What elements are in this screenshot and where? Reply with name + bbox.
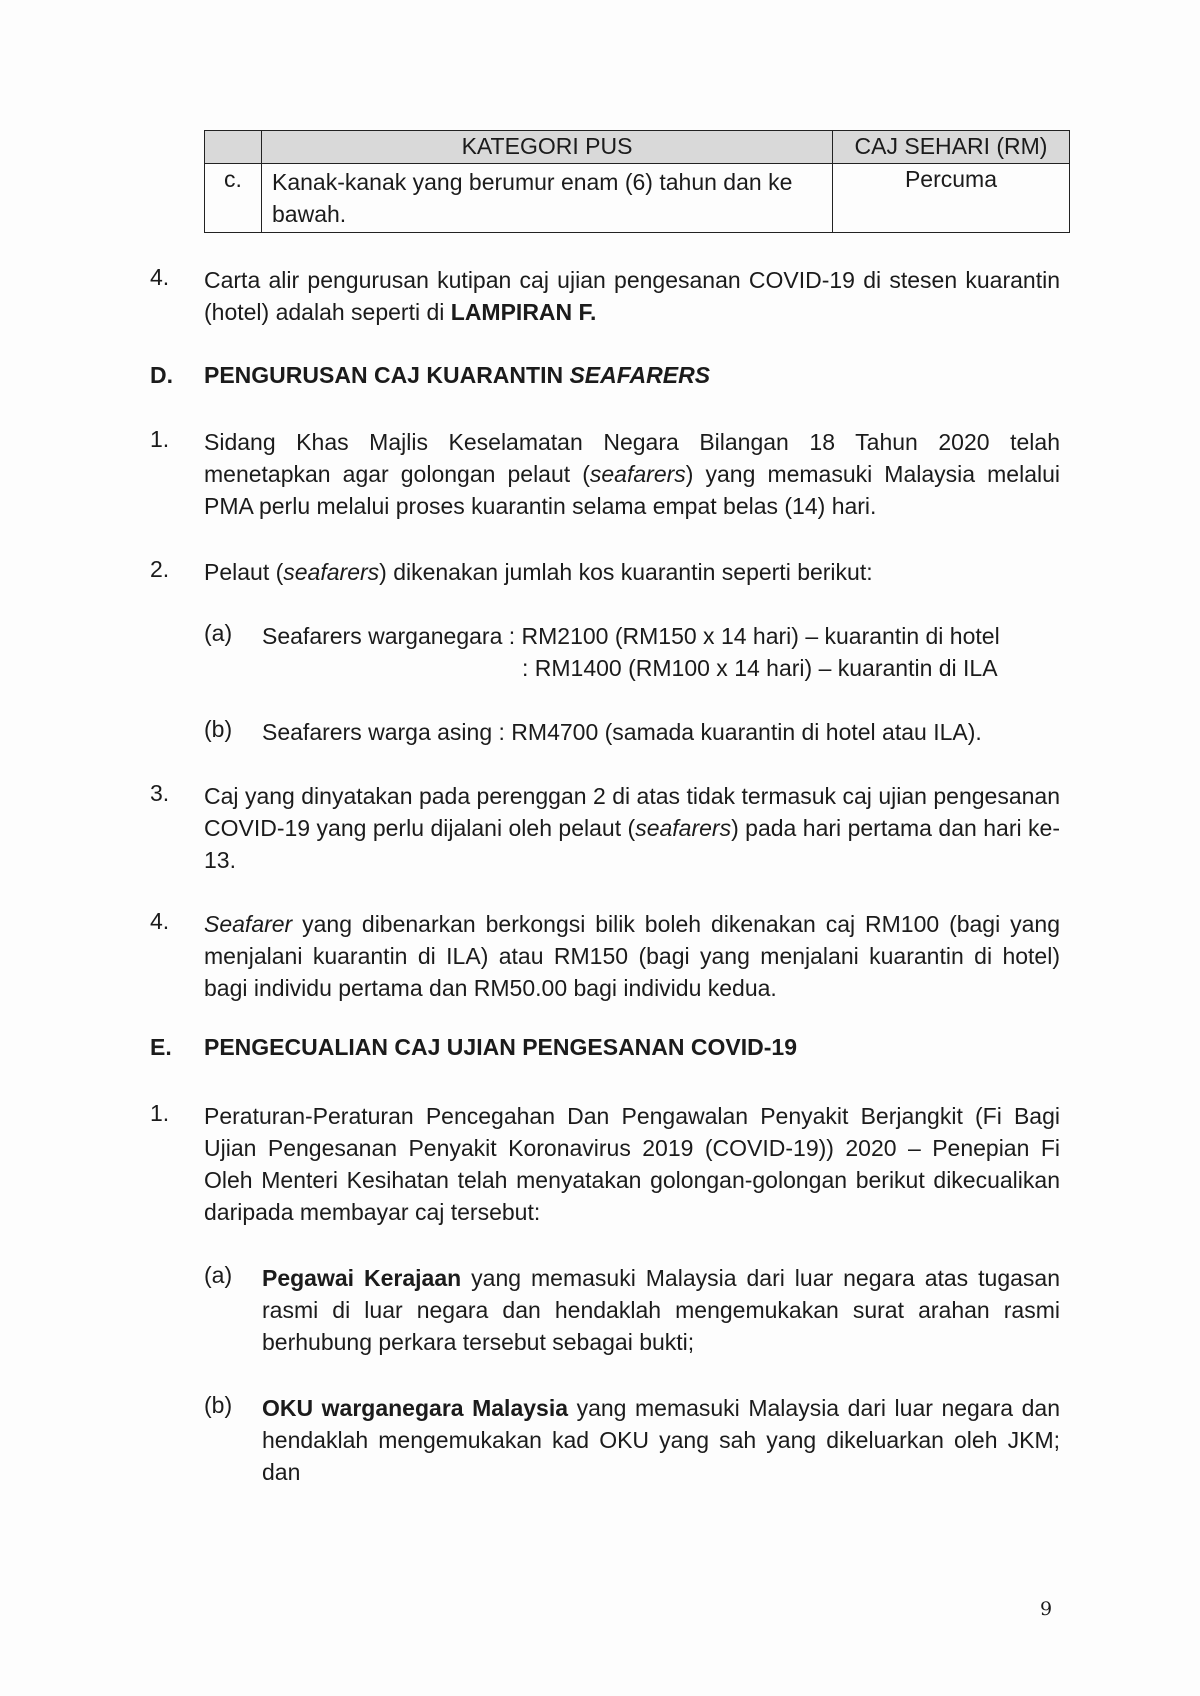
- table-header-fee: CAJ SEHARI (RM): [833, 131, 1070, 164]
- paragraph-text: Caj yang dinyatakan pada perenggan 2 di atas tidak termasuk caj ujian pengesanan COVID-19 yang perlu dijalani oleh pelaut (: [204, 783, 1060, 841]
- sub-item-d2a-line2: : RM1400 (RM100 x 14 hari) – kuarantin di ILA: [522, 655, 998, 681]
- annex-reference: LAMPIRAN F.: [450, 299, 597, 325]
- table-header-index: [205, 131, 262, 164]
- paragraph-em: seafarers: [283, 559, 380, 585]
- paragraph-text: ) dikenakan jumlah kos kuarantin seperti berikut:: [379, 559, 873, 585]
- section-d-heading: [204, 362, 710, 389]
- paragraph-c4: [204, 264, 1060, 328]
- sub-item-e1a: [262, 1262, 1060, 1358]
- paragraph-number: 3.: [150, 780, 170, 806]
- sub-item-bold: OKU warganegara Malaysia: [262, 1395, 569, 1421]
- paragraph-text: Sidang Khas Majlis Keselamatan Negara Bilangan 18 Tahun 2020 telah menetapkan agar golongan pelaut (: [204, 429, 1060, 487]
- table-cell-category: Kanak-kanak yang berumur enam (6) tahun dan ke bawah.: [262, 164, 833, 233]
- paragraph-number: 2.: [150, 556, 170, 582]
- paragraph-e1: Peraturan-Peraturan Pencegahan Dan Pengawalan Penyakit Berjangkit (Fi Bagi Ujian Pengesanan Penyakit Koronavirus 2019 (COVID-19)) 2020 – Penepian Fi Oleh Menteri Kesihatan telah menyatakan golongan-golongan berikut dikecualikan daripada membayar caj tersebut:: [204, 1103, 1060, 1225]
- paragraph-d3: [204, 780, 1060, 876]
- category-fee-table: [204, 130, 1070, 233]
- table-row: [205, 164, 1070, 233]
- page-number: 9: [1040, 1598, 1053, 1620]
- paragraph-text: Carta alir pengurusan kutipan caj ujian pengesanan COVID-19 di stesen kuarantin (hotel) adalah seperti di: [204, 267, 1060, 325]
- paragraph-text: ) yang memasuki Malaysia melalui PMA perlu melalui proses kuarantin selama empat belas (14) hari.: [204, 461, 1060, 519]
- table-cell-fee: Percuma: [833, 164, 1070, 233]
- paragraph-number: 4.: [150, 264, 170, 290]
- sub-item-e1b: [262, 1392, 1060, 1488]
- sub-item-text: yang memasuki Malaysia dari luar negara atas tugasan rasmi di luar negara dan hendaklah mengemukakan surat arahan rasmi berhubung perkara tersebut sebagai bukti;: [262, 1265, 1060, 1355]
- table-cell-index: c.: [205, 164, 262, 233]
- paragraph-d4: [204, 908, 1060, 1004]
- section-title: PENGURUSAN CAJ KUARANTIN: [204, 362, 570, 388]
- table-header-category: KATEGORI PUS: [262, 131, 833, 164]
- sub-item-label: (b): [204, 1392, 233, 1418]
- paragraph-number: 1.: [150, 426, 170, 452]
- paragraph-d1: [204, 426, 1060, 522]
- sub-item-text: yang memasuki Malaysia dari luar negara dan hendaklah mengemukakan kad OKU yang sah yang dikeluarkan oleh JKM; dan: [262, 1395, 1061, 1485]
- section-letter: D.: [150, 362, 173, 388]
- paragraph-text: Pelaut (: [204, 559, 284, 585]
- paragraph-em: seafarers: [589, 461, 686, 487]
- sub-item-d2a-line1: Seafarers warganegara : RM2100 (RM150 x 14 hari) – kuarantin di hotel: [262, 623, 1000, 649]
- paragraph-text: yang dibenarkan berkongsi bilik boleh dikenakan caj RM100 (bagi yang menjalani kuarantin di ILA) atau RM150 (bagi yang menjalani kuarantin di hotel) bagi individu pertama dan RM50.00 bagi individu kedua.: [204, 911, 1060, 1001]
- section-e-heading: PENGECUALIAN CAJ UJIAN PENGESANAN COVID-19: [204, 1034, 797, 1060]
- paragraph-em: Seafarer: [204, 911, 293, 937]
- paragraph-d2: [204, 556, 1060, 588]
- paragraph-text: ) pada hari pertama dan hari ke-13.: [204, 815, 1060, 873]
- sub-item-bold: Pegawai Kerajaan: [262, 1265, 462, 1291]
- sub-item-label: (b): [204, 716, 233, 742]
- paragraph-em: seafarers: [635, 815, 732, 841]
- sub-item-d2b: Seafarers warga asing : RM4700 (samada kuarantin di hotel atau ILA).: [262, 719, 982, 745]
- paragraph-number: 4.: [150, 908, 170, 934]
- section-letter: E.: [150, 1034, 172, 1060]
- table-header-row: [205, 131, 1070, 164]
- section-title-em: SEAFARERS: [569, 362, 711, 388]
- paragraph-number: 1.: [150, 1100, 170, 1126]
- sub-item-label: (a): [204, 1262, 233, 1288]
- sub-item-label: (a): [204, 620, 233, 646]
